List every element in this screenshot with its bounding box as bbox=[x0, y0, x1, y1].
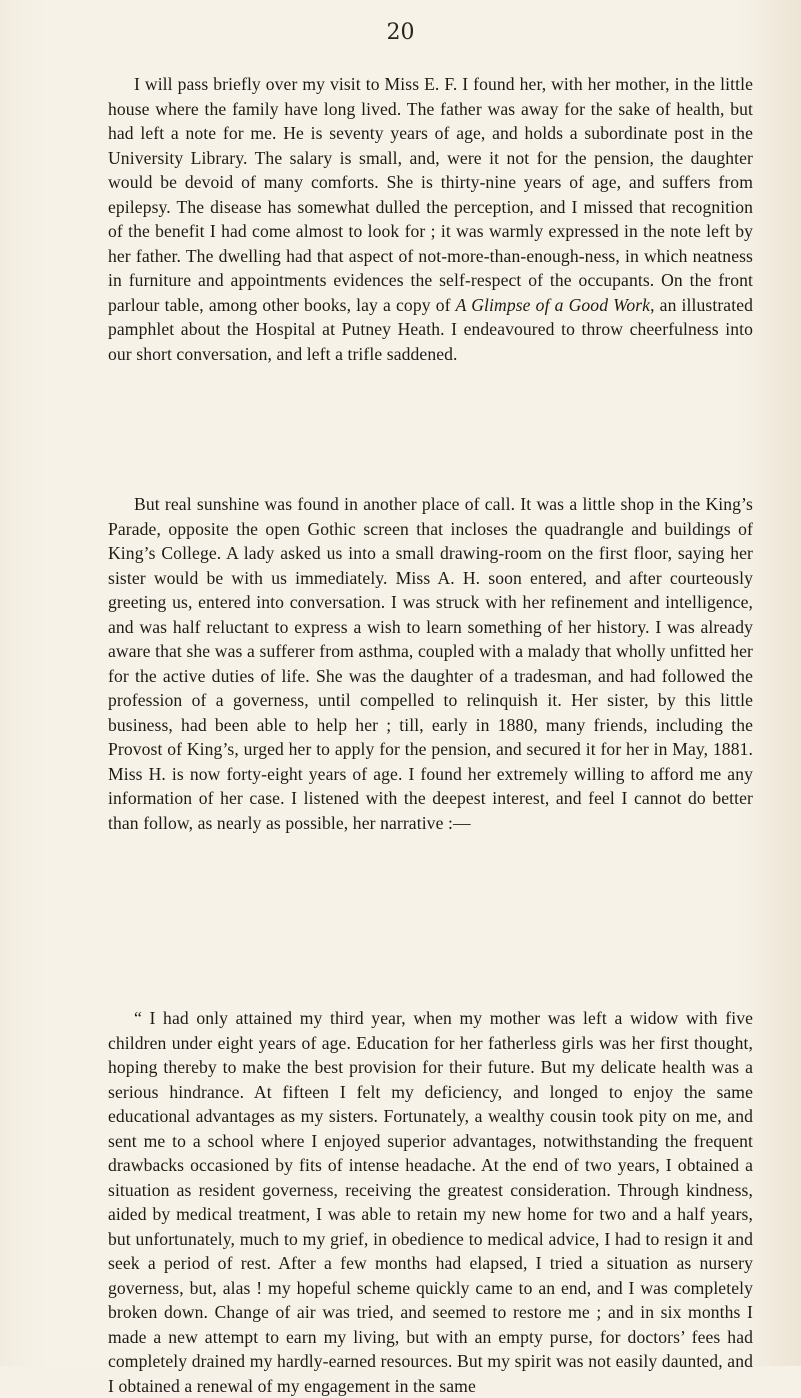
paragraph-1 bbox=[108, 72, 753, 366]
page-number: 20 bbox=[386, 20, 415, 45]
book-title-italic: A Glimpse of a Good Work bbox=[455, 294, 651, 315]
paragraph-1-text bbox=[108, 72, 753, 366]
paragraph-3-text: “ I had only attained my third year, when my mother was left a widow with five children under eight years of age. Education for her fatherless girls was her first thought, hoping thereby to make the best provision for their future. But my delicate health was a serious hindrance. At fifteen I felt my deficiency, and longed to enjoy the same educational advantages as my sisters. Fortunately, a wealthy cousin took pity on me, and sent me to a school where I enjoyed superior advantages, notwithstanding the frequent drawbacks occasioned by fits of intense headache. At the end of two years, I obtained a situation as resident governess, receiving the greatest consideration. Through kindness, aided by medical treatment, I was able to retain my new home for two and a half years, but unfortunately, much to my grief, in obedience to medical advice, I had to resign it and seek a period of rest. After a few months had elapsed, I tried a situation as nursery governess, but, alas ! my hopeful scheme quickly came to an end, and I was completely broken down. Change of air was tried, and seemed to restore me ; and in six months I made a new attempt to earn my living, but with an empty purse, for doctors’ fees had completely drained my hardly-earned resources. But my spirit was not easily daunted, and I obtained a renewal of my engagement in the same bbox=[108, 1008, 753, 1396]
paragraph-3 bbox=[108, 1006, 753, 1398]
paragraph-1-segment-3: , an illustrated pamphlet about the Hospital at Putney Heath. I endeavoured to throw cheerfulness into our short conversation, and left a trifle saddened. bbox=[108, 294, 753, 364]
paragraph-1-segment-1: I will pass briefly over my visit to Miss E. F. I found her, with her mother, in the little house where the family have long lived. The father was away for the sake of health, but had left a note for me. He is seventy years of age, and holds a subordinate post in the University Library. The salary is small, and, were it not for the pension, the daughter would be devoid of many comforts. She is thirty-nine years of age, and suffers from epilepsy. The disease has somewhat dulled the perception, and I missed that recognition of the benefit I had come almost to look for ; it was warmly expressed in the note left by her father. The dwelling had that aspect of not-more-than-enough-ness, in which neatness in furniture and appointments evidences the self-respect of the occupants. On the front parlour table, among other books, lay a copy of bbox=[108, 74, 753, 315]
paragraph-2 bbox=[108, 492, 753, 835]
paragraph-2-text: But real sunshine was found in another place of call. It was a little shop in the King’s Parade, opposite the open Gothic screen that incloses the quadrangle and buildings of King’s College. A lady asked us into a small drawing-room on the first floor, saying her sister would be with us immediately. Miss A. H. soon entered, and after courteously greeting us, entered into conversation. I was struck with her refinement and intelligence, and was half reluctant to express a wish to learn something of her history. I was already aware that she was a sufferer from asthma, coupled with a malady that wholly unfitted her for the active duties of life. She was the daughter of a tradesman, and had followed the profession of a governess, until compelled to relinquish it. Her sister, by this little business, had been able to help her ; till, early in 1880, many friends, including the Provost of King’s, urged her to apply for the pension, and secured it for her in May, 1881. Miss H. is now forty-eight years of age. I found her extremely willing to afford me any information of her case. I listened with the deepest interest, and feel I cannot do better than follow, as nearly as possible, her narrative :— bbox=[108, 494, 753, 833]
